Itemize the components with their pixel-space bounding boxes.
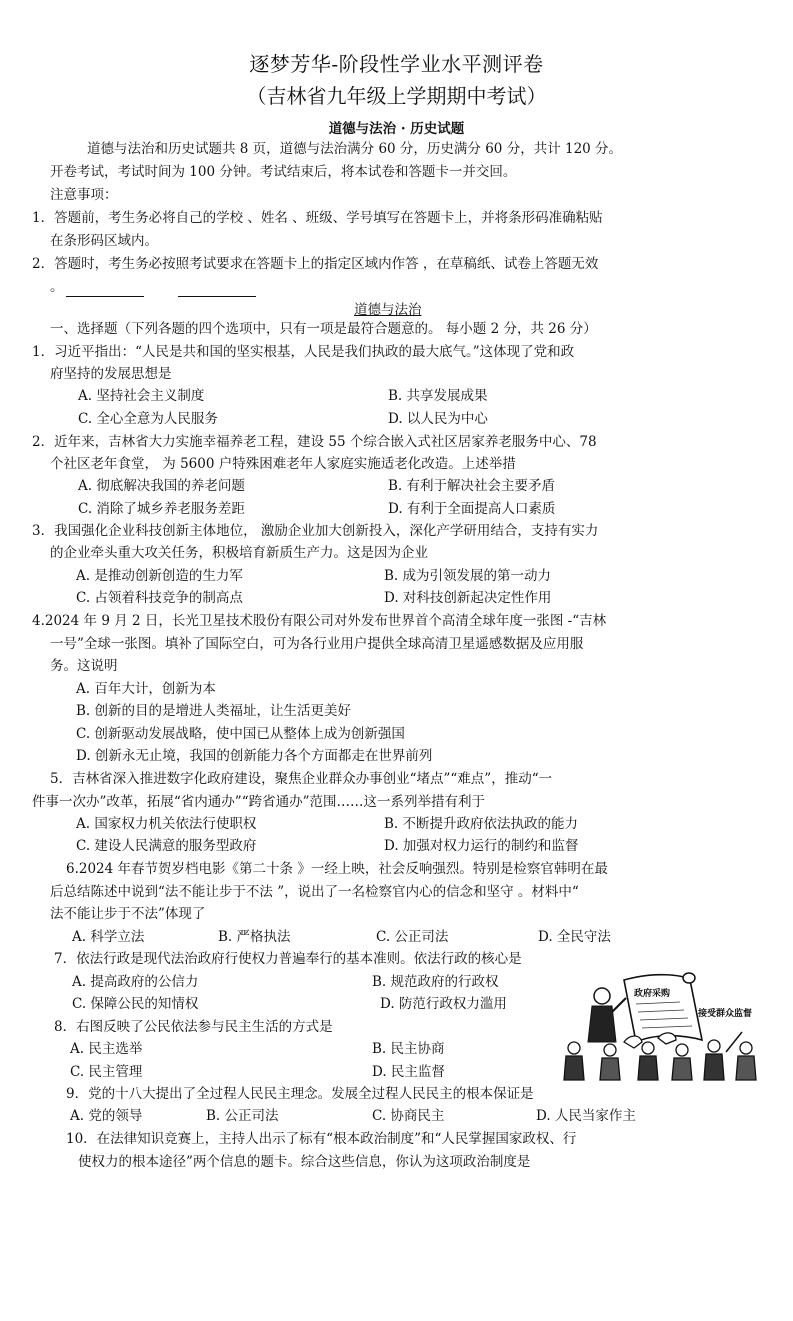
note-item: 2．答题时，考生务必按照考试要求在答题卡上的指定区域内作答 ，在草稿纸、试卷上答题无效 — [32, 256, 599, 272]
note-item: 1．答题前，考生务必将自己的学校 、姓名 、班级、学号填写在答题卡上，并将条形码准确粘贴 — [32, 210, 603, 226]
option-b: B. 成为引领发展的第一动力 — [384, 568, 552, 584]
option-a: A. 彻底解决我国的养老问题 — [78, 478, 245, 494]
option-c: C. 消除了城乡养老服务差距 — [78, 501, 245, 517]
option-b: B. 创新的目的是增进人类福址，让生活更美好 — [76, 703, 352, 719]
option-c: C. 保障公民的知情权 — [72, 996, 199, 1012]
option-d: D. 人民当家作主 — [536, 1108, 636, 1124]
option-a: A. 坚持社会主义制度 — [78, 388, 205, 404]
note-item: 在条形码区域内。 — [50, 233, 158, 249]
option-d: D. 创新永无止境，我国的创新能力各个方面都走在世界前列 — [76, 748, 433, 764]
option-d: D. 对科技创新起决定性作用 — [384, 590, 552, 606]
option-d: D. 防范行政权力滥用 — [380, 996, 507, 1012]
intro-line: 道德与法治和历史试题共 8 页，道德与法治满分 60 分，历史满分 60 分，共计 120 分。 — [87, 141, 623, 157]
question-4: 4.2024 年 9 月 2 日，长光卫星技术股份有限公司对外发布世界首个高清全球年度一张图 -“吉林 — [32, 613, 607, 629]
option-b: B. 规范政府的行政权 — [372, 974, 499, 990]
scroll-label: 政府采购 — [634, 989, 671, 999]
option-a: A. 百年大计，创新为本 — [76, 681, 216, 697]
cartoon-illustration — [562, 968, 762, 1083]
question-1: 1．习近平指出：“人民是共和国的坚实根基，人民是我们执政的最大底气。”这体现了党和政 — [32, 344, 575, 360]
option-a: A. 是推动创新创造的生力军 — [76, 568, 243, 584]
option-c: C. 占领着科技竞争的制高点 — [76, 590, 243, 606]
question-2: 个社区老年食堂， 为 5600 户特殊困难老年人家庭实施适老化改造。上述举措 — [50, 456, 516, 472]
banner-label: 接受群众监督 — [698, 1009, 753, 1019]
question-7: 7．依法行政是现代法治政府行使权力普遍奉行的基本准则。依法行政的核心是 — [54, 951, 522, 967]
notes-label: 注意事项： — [50, 187, 118, 203]
option-b: B. 有利于解决社会主要矛盾 — [388, 478, 556, 494]
option-c: C. 建设人民满意的服务型政府 — [76, 838, 257, 854]
option-d: D. 民主监督 — [372, 1064, 445, 1080]
option-b: B. 共享发展成果 — [388, 388, 488, 404]
question-6: 法不能让步于不法”体现了 — [50, 906, 206, 922]
option-c: C. 公正司法 — [376, 929, 449, 945]
question-6: 后总结陈述中说到“法不能让步于不法 ”，说出了一名检察官内心的信念和坚守 。材料中“ — [50, 884, 579, 900]
option-c: C. 创新驱动发展战略，使中国已从整体上成为创新强国 — [76, 726, 405, 742]
question-6: 6.2024 年春节贺岁档电影《第二十条 》一经上映，社会反响强烈。特别是检察官韩明在最 — [66, 861, 608, 877]
option-a: A. 党的领导 — [70, 1108, 143, 1124]
option-c: C. 民主管理 — [70, 1064, 143, 1080]
option-b: B. 严格执法 — [218, 929, 291, 945]
intro-line: 开卷考试，考试时间为 100 分钟。考试结束后，将本试卷和答题卡一并交回。 — [50, 164, 517, 180]
option-a: A. 民主选举 — [70, 1041, 143, 1057]
question-10: 使权力的根本途径”两个信息的题卡。综合这些信息，你认为这项政治制度是 — [78, 1154, 531, 1170]
note-item: 。 — [50, 279, 64, 295]
question-5: 件事一次办”改革，拓展“省内通办”“跨省通办”范围……这一系列举措有利于 — [32, 794, 486, 810]
option-a: A. 国家权力机关依法行使职权 — [76, 816, 257, 832]
question-3: 的企业牵头重大攻关任务，积极培育新质生产力。这是因为企业 — [50, 545, 428, 561]
option-d: D. 以人民为中心 — [388, 411, 488, 427]
option-c: C. 全心全意为人民服务 — [78, 411, 218, 427]
question-3: 3．我国强化企业科技创新主体地位， 激励企业加大创新投入，深化产学研用结合，支持有实力 — [32, 523, 599, 539]
scroll-shape — [624, 975, 702, 1042]
question-2: 2．近年来，吉林省大力实施幸福养老工程，建设 55 个综合嵌入式社区居家养老服务中心、78 — [32, 434, 597, 450]
section-title: 道德与法治 — [354, 302, 422, 318]
subject-heading: 道德与法治 · 历史试题 — [328, 121, 465, 137]
option-d: D. 全民守法 — [538, 929, 611, 945]
option-b: B. 民主协商 — [372, 1041, 445, 1057]
option-c: C. 协商民主 — [372, 1108, 445, 1124]
question-4: 一号”全球一张图。填补了国际空白，可为各行业用户提供全球高清卫星遥感数据及应用服 — [50, 636, 584, 652]
part-heading: 一、选择题（下列各题的四个选项中，只有一项是最符合题意的。 每小题 2 分，共 26 分） — [50, 321, 597, 337]
question-4: 务。这说明 — [50, 658, 118, 674]
blank-line — [66, 296, 144, 297]
option-b: B. 公正司法 — [206, 1108, 279, 1124]
option-b: B. 不断提升政府依法执政的能力 — [384, 816, 579, 832]
exam-title: 逐梦芳华-阶段性学业水平测评卷 — [249, 52, 544, 76]
option-d: D. 加强对权力运行的制约和监督 — [384, 838, 579, 854]
question-5: 5．吉林省深入推进数字化政府建设，聚焦企业群众办事创业“堵点”“难点”，推动“一 — [50, 771, 553, 787]
option-d: D. 有利于全面提高人口素质 — [388, 501, 556, 517]
exam-subtitle: （吉林省九年级上学期期中考试） — [246, 84, 547, 108]
question-8: 8．右图反映了公民依法参与民主生活的方式是 — [54, 1019, 333, 1035]
question-1: 府坚持的发展思想是 — [50, 366, 172, 382]
option-a: A. 科学立法 — [72, 929, 145, 945]
question-9: 9．党的十八大提出了全过程人民民主理念。发展全过程人民民主的根本保证是 — [66, 1086, 534, 1102]
question-10: 10．在法律知识竞赛上，主持人出示了标有“根本政治制度”和“人民掌握国家政权、行 — [66, 1131, 577, 1147]
option-a: A. 提高政府的公信力 — [72, 974, 199, 990]
blank-line — [178, 296, 256, 297]
